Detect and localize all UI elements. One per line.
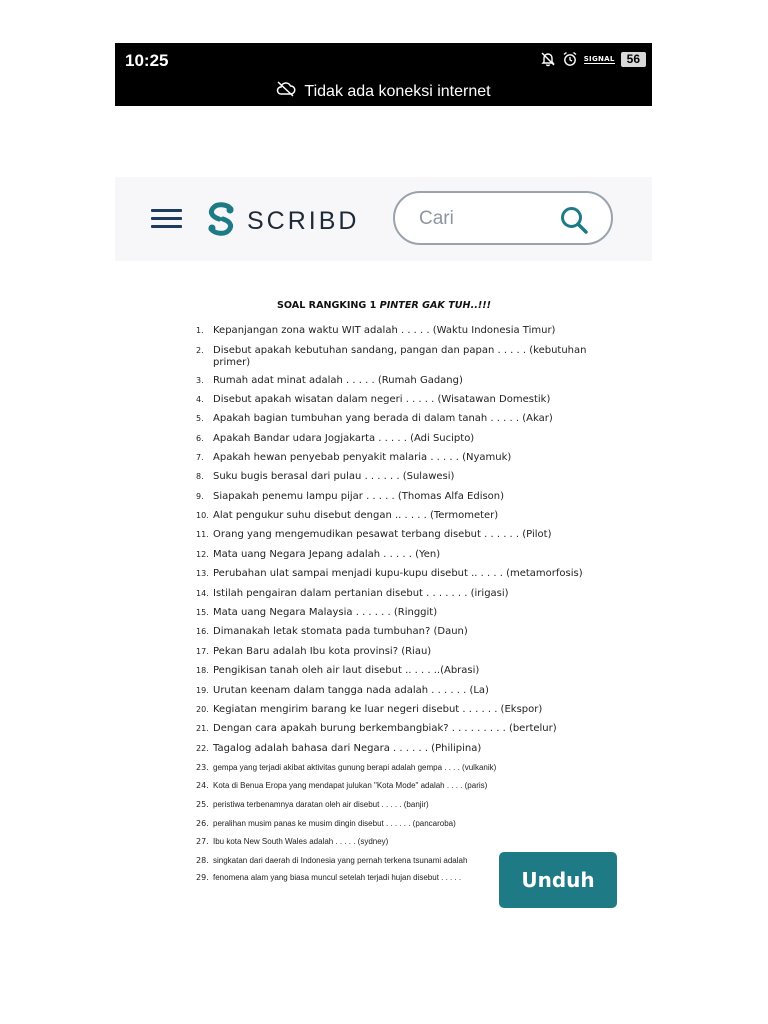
question-text: Mata uang Negara Malaysia . . . . . . (Ringgit) (213, 607, 438, 618)
question-text: Tagalog adalah bahasa dari Negara . . . . . . (Philipina) (213, 743, 482, 754)
question-text: Ibu kota New South Wales adalah . . . . . (sydney) (213, 837, 389, 846)
question-number: 11. (196, 530, 209, 539)
question-text: Apakah hewan penyebab penyakit malaria . . . . . (Nyamuk) (213, 452, 512, 463)
question-number: 29. (196, 873, 209, 882)
question-number: 18. (196, 666, 209, 675)
question-number: 28. (196, 856, 209, 865)
offline-text: Tidak ada koneksi internet (304, 82, 491, 100)
alarm-icon (562, 51, 578, 67)
question-number: 19. (196, 686, 209, 695)
search-box (393, 191, 613, 245)
question-number: 2. (196, 346, 204, 355)
question-text: Kota di Benua Eropa yang mendapat julukan "Kota Mode" adalah . . . . (paris) (213, 781, 488, 790)
scribd-logo[interactable] (205, 201, 359, 241)
question-number: 15. (196, 608, 209, 617)
question-number: 9. (196, 492, 204, 501)
offline-banner (115, 81, 652, 102)
question-number: 13. (196, 569, 209, 578)
question-number: 7. (196, 453, 204, 462)
question-text: fenomena alam yang biasa muncul setelah terjadi hujan disebut . . . . . (213, 873, 462, 882)
question-text: Kegiatan mengirim barang ke luar negeri disebut . . . . . . (Ekspor) (213, 704, 543, 715)
question-number: 27. (196, 837, 209, 846)
signal-label: SIGNAL (583, 54, 615, 63)
question-text: Siapakah penemu lampu pijar . . . . . (Thomas Alfa Edison) (213, 491, 505, 502)
question-text: peristiwa terbenamnya daratan oleh air disebut . . . . . (banjir) (213, 800, 429, 809)
question-number: 17. (196, 647, 209, 656)
question-text: gempa yang terjadi akibat aktivitas gunung berapi adalah gempa . . . . (vulkanik) (213, 763, 497, 772)
question-number: 6. (196, 434, 204, 443)
status-bar (115, 43, 652, 106)
question-text: Mata uang Negara Jepang adalah . . . . . (Yen) (213, 549, 441, 560)
question-number: 20. (196, 705, 209, 714)
question-text: Dimanakah letak stomata pada tumbuhan? (Daun) (213, 626, 468, 637)
question-number: 14. (196, 589, 209, 598)
question-number: 4. (196, 395, 204, 404)
question-number: 22. (196, 744, 209, 753)
question-text: Apakah Bandar udara Jogjakarta . . . . . (Adi Sucipto) (213, 433, 475, 444)
bell-off-icon (540, 51, 556, 67)
question-number: 12. (196, 550, 209, 559)
logo-text: SCRIBD (247, 206, 360, 235)
status-time: 10:25 (125, 51, 169, 70)
question-text: Pekan Baru adalah Ibu kota provinsi? (Riau) (213, 646, 432, 657)
battery-level: 56 (621, 52, 646, 67)
question-number: 8. (196, 472, 204, 481)
question-number: 24. (196, 781, 209, 790)
question-text: Apakah bagian tumbuhan yang berada di dalam tanah . . . . . (Akar) (213, 413, 553, 424)
question-text: Perubahan ulat sampai menjadi kupu-kupu disebut .. . . . . (metamorfosis) (213, 568, 583, 579)
question-text: Orang yang mengemudikan pesawat terbang disebut . . . . . . (Pilot) (213, 529, 552, 540)
question-text: Istilah pengairan dalam pertanian disebut . . . . . . . (irigasi) (213, 588, 509, 599)
question-number: 26. (196, 819, 209, 828)
question-text: Pengikisan tanah oleh air laut disebut .. . . . ..(Abrasi) (213, 665, 480, 676)
question-number: 25. (196, 800, 209, 809)
question-number: 16. (196, 627, 209, 636)
question-text: Suku bugis berasal dari pulau . . . . . . (Sulawesi) (213, 471, 455, 482)
search-input[interactable] (417, 205, 551, 233)
question-number: 3. (196, 376, 204, 385)
download-button[interactable]: Unduh (499, 852, 617, 908)
search-icon[interactable] (559, 205, 589, 239)
document-title: SOAL RANGKING 1 PINTER GAK TUH..!!! (277, 300, 491, 311)
scribd-logo-icon (205, 201, 237, 241)
question-text: Kepanjangan zona waktu WIT adalah . . . . . (Waktu Indonesia Timur) (213, 325, 556, 336)
question-text: Disebut apakah kebutuhan sandang, pangan dan papan . . . . . (kebutuhan primer) (213, 345, 587, 368)
question-text: Alat pengukur suhu disebut dengan .. . . . . (Termometer) (213, 510, 499, 521)
question-text: singkatan dari daerah di Indonesia yang pernah terkena tsunami adalah (213, 856, 468, 865)
question-number: 1. (196, 326, 204, 335)
cloud-off-icon (276, 81, 296, 102)
question-number: 23. (196, 763, 209, 772)
question-text: Rumah adat minat adalah . . . . . (Rumah Gadang) (213, 375, 463, 386)
question-number: 5. (196, 414, 204, 423)
status-icons (540, 51, 646, 67)
question-number: 10. (196, 511, 209, 520)
question-text: peralihan musim panas ke musim dingin disebut . . . . . . (pancaroba) (213, 819, 456, 828)
menu-icon[interactable] (151, 209, 182, 229)
question-number: 21. (196, 724, 209, 733)
question-text: Disebut apakah wisatan dalam negeri . . . . . (Wisatawan Domestik) (213, 394, 551, 405)
question-text: Dengan cara apakah burung berkembangbiak? . . . . . . . . . (bertelur) (213, 723, 557, 734)
question-text: Urutan keenam dalam tangga nada adalah . . . . . . (La) (213, 685, 489, 696)
site-header (115, 177, 652, 261)
